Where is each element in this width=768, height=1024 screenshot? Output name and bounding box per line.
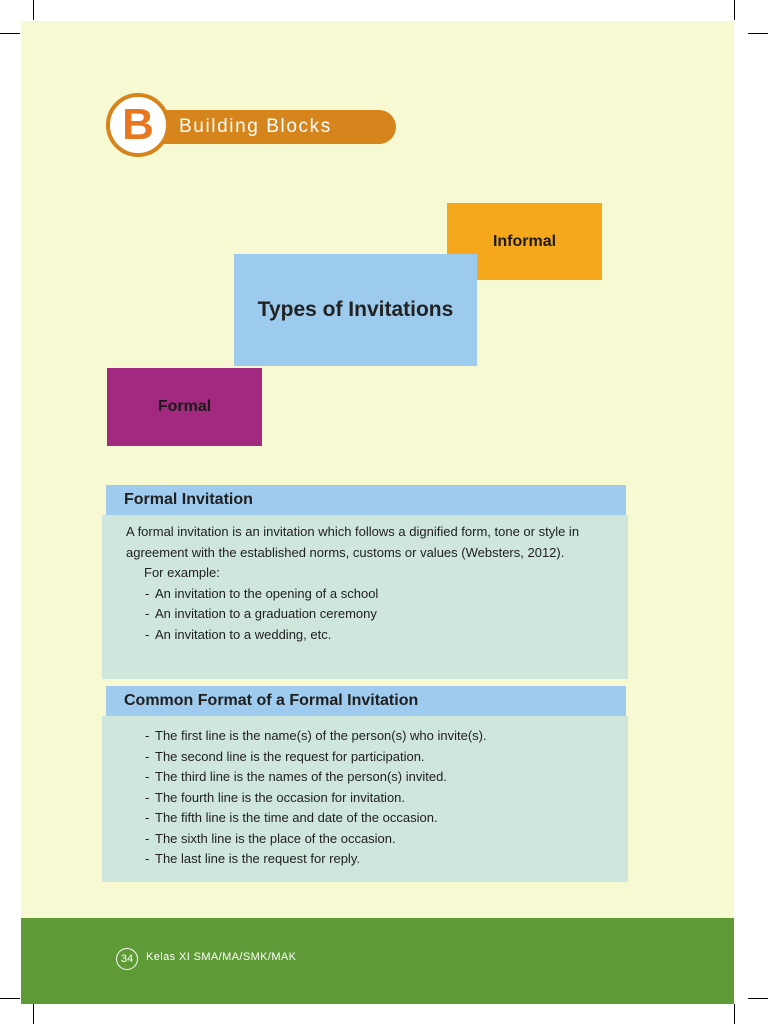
section-title: Building Blocks <box>179 116 332 137</box>
section-letter-badge: B <box>106 93 170 157</box>
types-label: Types of Invitations <box>257 298 454 321</box>
list-item: - The first line is the name(s) of the person(s) who invite(s). <box>102 726 628 747</box>
formal-invitation-heading-text: Formal Invitation <box>124 491 253 508</box>
page-number: 34 <box>116 948 138 970</box>
list-item: - The fourth line is the occasion for invitation. <box>102 788 628 809</box>
formal-definition: A formal invitation is an invitation which follows a dignified form, tone or style in agreement with the established norms, customs or values (Websters, 2012). <box>126 524 580 560</box>
formal-invitation-body <box>102 515 628 679</box>
common-format-heading-text: Common Format of a Formal Invitation <box>124 692 419 709</box>
crop-mark <box>748 998 768 999</box>
crop-mark <box>33 0 34 20</box>
list-item: - The sixth line is the place of the occasion. <box>102 829 628 850</box>
crop-mark <box>33 1004 34 1024</box>
list-item: - An invitation to the opening of a school <box>102 584 618 605</box>
informal-label: Informal <box>492 232 557 250</box>
list-item: - The fifth line is the time and date of the occasion. <box>102 808 628 829</box>
crop-mark <box>734 1004 735 1024</box>
common-format-body <box>102 716 628 882</box>
crop-mark <box>0 998 20 999</box>
formal-box <box>107 368 262 446</box>
common-format-heading <box>106 686 626 716</box>
example-label: For example: <box>144 565 220 580</box>
section-title-pill <box>148 110 396 144</box>
list-item: - The last line is the request for reply. <box>102 849 628 870</box>
footer-text: Kelas XI SMA/MA/SMK/MAK <box>146 951 297 963</box>
list-item: - The second line is the request for participation. <box>102 747 628 768</box>
list-item: - An invitation to a graduation ceremony <box>102 604 618 625</box>
list-item: - An invitation to a wedding, etc. <box>102 625 618 646</box>
formal-invitation-heading <box>106 485 626 515</box>
examples-list <box>102 584 618 646</box>
crop-mark <box>0 33 20 34</box>
list-item: - The third line is the names of the person(s) invited. <box>102 767 628 788</box>
formal-label: Formal <box>157 398 212 415</box>
crop-mark <box>748 33 768 34</box>
crop-mark <box>734 0 735 20</box>
format-lines-list <box>102 726 628 870</box>
types-of-invitations-box <box>234 254 477 366</box>
